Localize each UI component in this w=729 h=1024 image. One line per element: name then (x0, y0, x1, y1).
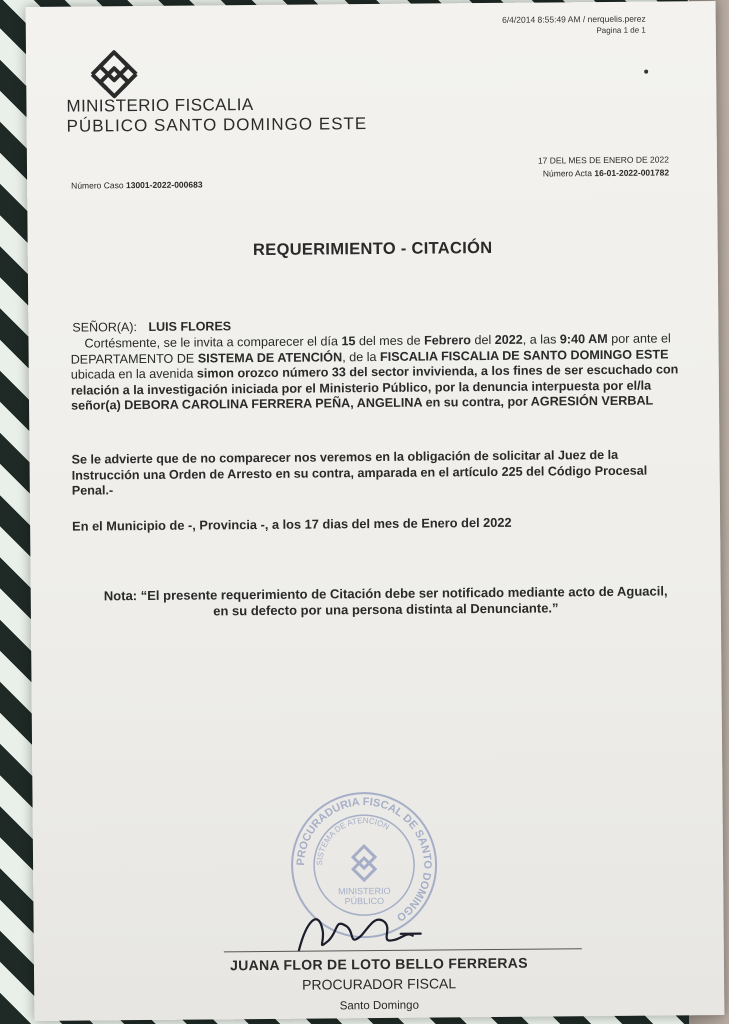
institution-ministerio: MINISTERIO (66, 95, 170, 116)
p1-text-7: ubicada en la avenida (70, 366, 197, 382)
stamp-center-text-a: MINISTERIO (338, 885, 391, 897)
office-address: simon orozco número 33 del sector invivienda (196, 364, 475, 381)
recipient-name: LUIS FLORES (148, 319, 232, 334)
p1-text-4: , a las (522, 332, 560, 347)
institution-line-1 (66, 95, 253, 117)
stamp-center-text-b: PÚBLICO (344, 895, 385, 907)
signer-place: Santo Domingo (339, 999, 420, 1013)
print-timestamp: 6/4/2014 8:55:49 AM / nerquelis.perez (502, 13, 646, 25)
department-name: SISTEMA DE ATENCIÓN (197, 349, 343, 366)
warning-paragraph: Se le advierte que de no comparecer nos veremos en la obligación de solicitar al Juez de la Instrucción una Orden de Arresto en su contra, amparada en el artículo 225 del Código Procesal Penal.- (71, 447, 648, 498)
office-name: FISCALIA FISCALIA DE SANTO DOMINGO ESTE (379, 347, 669, 364)
paper-mark (644, 70, 648, 74)
stamp-inner-text: SISTEMA DE ATENCIÓN (315, 816, 391, 866)
place-date-line: En el Municipio de -, Provincia -, a los 17 dias del mes de Enero del 2022 (72, 514, 512, 534)
p1-text-2: del mes de (355, 333, 425, 349)
summons-paragraph (70, 331, 683, 414)
signer-role: PROCURADOR FISCAL (302, 975, 457, 993)
appearance-time: 9:40 AM (559, 331, 608, 347)
case-number-label: Número Caso (71, 180, 124, 191)
institution-fiscalia: FISCALIA (174, 95, 254, 115)
note-line-2: en su defecto por una persona distinta al Denunciante.” (213, 600, 559, 619)
document-page (26, 1, 725, 1021)
institution-location: SANTO DOMINGO ESTE (153, 114, 368, 135)
note (81, 583, 691, 620)
case-number-value: 13001-2022-000683 (125, 179, 203, 191)
page-info: Pagina 1 de 1 (596, 25, 646, 36)
p1-text-5: por ante el DEPARTAMENTO DE (70, 331, 671, 367)
p1-text-8: , a los fines de ser escuchado con relación a la investigación iniciada por el Ministerio Público, por la denuncia interpuesta por el/la señor(a) (70, 362, 679, 414)
act-number (538, 166, 669, 180)
act-number-value: 16-01-2022-001782 (594, 167, 670, 179)
act-date: 17 DEL MES DE ENERO DE 2022 (537, 154, 669, 166)
act-info (538, 153, 669, 180)
appearance-month: Febrero (423, 333, 471, 348)
institution-publico: PÚBLICO (66, 115, 149, 136)
document-title: REQUERIMIENTO - CITACIÓN (252, 238, 493, 260)
appearance-day: 15 (341, 334, 356, 349)
recipient-label: SEÑOR(A): (72, 320, 138, 335)
stamp-outer-text: PROCURADURIA FISCAL DE SANTO DOMINGO (294, 796, 434, 924)
institution-line-2 (67, 114, 368, 137)
offense: AGRESIÓN VERBAL (530, 393, 654, 410)
p1-text-6: , de la (342, 349, 381, 364)
ministerio-logo-icon (86, 46, 142, 102)
complainant-names: DEBORA CAROLINA FERRERA PEÑA, ANGELINA (124, 395, 423, 413)
signer-name: JUANA FLOR DE LOTO BELLO FERRERAS (230, 954, 528, 974)
p1-text-9: en su contra, por (422, 395, 531, 410)
note-line-1: Nota: “El presente requerimiento de Citación debe ser notificado mediante acto de Aguacil, (103, 583, 668, 604)
recipient (72, 319, 231, 334)
act-number-label: Número Acta (542, 168, 593, 179)
p1-text-3: del (470, 332, 495, 348)
case-number (71, 179, 202, 190)
appearance-year: 2022 (494, 332, 523, 347)
p1-text-1: Cortésmente, se le invita a comparecer el día (84, 334, 342, 351)
